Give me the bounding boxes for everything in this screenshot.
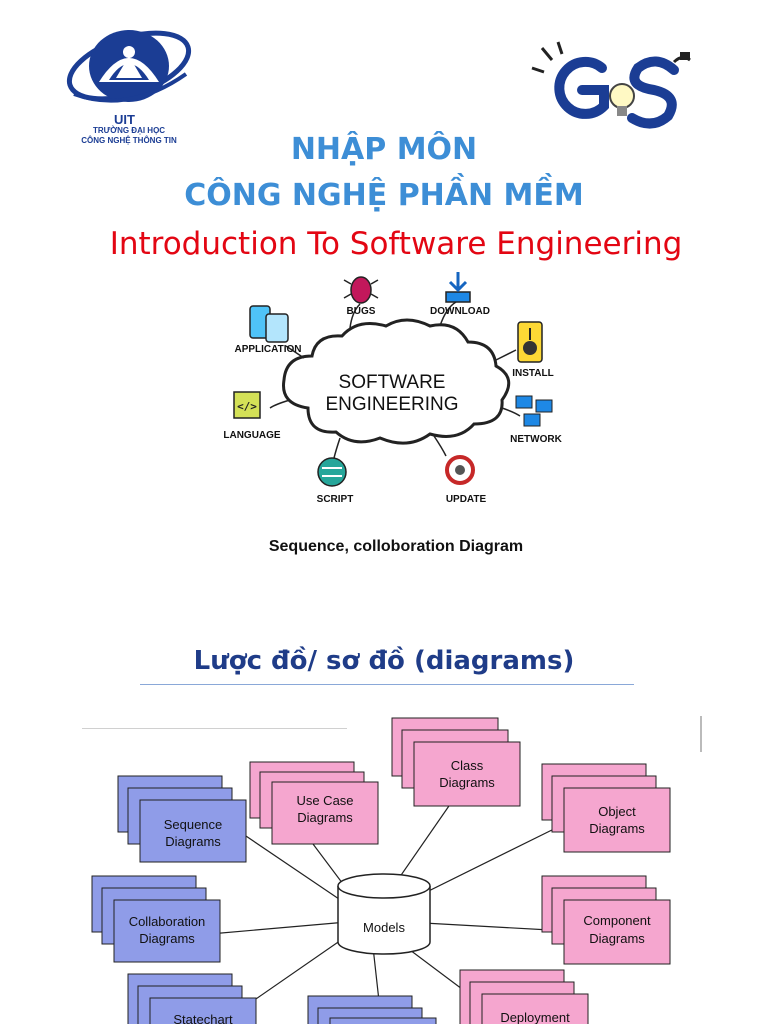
svg-text:</>: </> — [237, 400, 257, 413]
software-engineering-graphic — [220, 268, 570, 510]
label-script: SCRIPT — [316, 494, 354, 505]
models-database — [338, 874, 430, 954]
language-icon — [234, 392, 260, 418]
bug-icon — [344, 277, 378, 303]
label-download: DOWNLOAD — [430, 306, 490, 317]
statechart-label: Statechart — [173, 1012, 233, 1024]
statechart-diagrams-stack — [128, 974, 256, 1024]
collaboration-diagrams-stack — [92, 876, 220, 962]
update-icon — [447, 457, 473, 483]
use-case-label-2: Diagrams — [297, 810, 353, 825]
application-icon — [250, 306, 288, 342]
bottom-center-stack — [308, 996, 436, 1024]
install-icon — [518, 322, 542, 362]
component-label-2: Diagrams — [589, 931, 645, 946]
object-diagrams-stack — [542, 764, 670, 852]
label-bugs: BUGS — [346, 306, 376, 317]
use-case-label-1: Use Case — [296, 793, 354, 808]
label-application: APPLICATION — [234, 344, 302, 355]
graphic-center-line-1: SOFTWARE — [338, 372, 446, 393]
network-icon — [516, 396, 552, 426]
title-underline — [140, 684, 634, 685]
sequence-label-2: Diagrams — [165, 834, 221, 849]
uit-name-line-1: TRƯỜNG ĐẠI HỌC — [92, 126, 166, 135]
label-language: LANGUAGE — [223, 430, 281, 441]
label-install: INSTALL — [512, 368, 554, 379]
object-label-2: Diagrams — [589, 821, 645, 836]
collaboration-label-1: Collaboration — [128, 914, 206, 929]
use-case-diagrams-stack — [250, 762, 378, 844]
class-diagrams-label-1: Class — [450, 758, 484, 773]
collaboration-label-2: Diagrams — [139, 931, 195, 946]
class-diagrams-label-2: Diagrams — [439, 775, 495, 790]
sequence-diagrams-stack — [118, 776, 246, 862]
models-label: Models — [363, 920, 405, 935]
course-title-line-2: CÔNG NGHỆ PHẦN MỀM — [184, 178, 584, 213]
slide-2-title: Lược đồ/ sơ đồ (diagrams) — [193, 646, 575, 676]
object-label-1: Object — [598, 804, 636, 819]
course-title-english: Introduction To Software Engineering — [109, 226, 683, 262]
uit-abbreviation: UIT — [114, 112, 135, 127]
deployment-label: Deployment — [500, 1010, 570, 1024]
sequence-label-1: Sequence — [163, 817, 223, 832]
label-update: UPDATE — [445, 494, 487, 505]
graphic-center-line-2: ENGINEERING — [325, 394, 459, 415]
course-title-line-1: NHẬP MÔN — [290, 132, 478, 167]
label-network: NETWORK — [510, 434, 562, 445]
download-icon — [446, 272, 470, 302]
slide-2 — [0, 600, 768, 1024]
component-diagrams-stack — [542, 876, 670, 964]
uit-name-line-2: CÔNG NGHỆ THÔNG TIN — [81, 136, 177, 145]
cs-logo — [524, 38, 694, 133]
edge-mark — [700, 716, 702, 752]
class-diagrams-stack — [392, 718, 520, 806]
uml-diagrams-overview — [80, 710, 700, 1024]
component-label-1: Component — [583, 913, 651, 928]
deployment-diagrams-stack — [460, 970, 588, 1024]
script-icon — [318, 458, 346, 486]
lecture-subtitle: Sequence, colloboration Diagram — [268, 538, 524, 555]
